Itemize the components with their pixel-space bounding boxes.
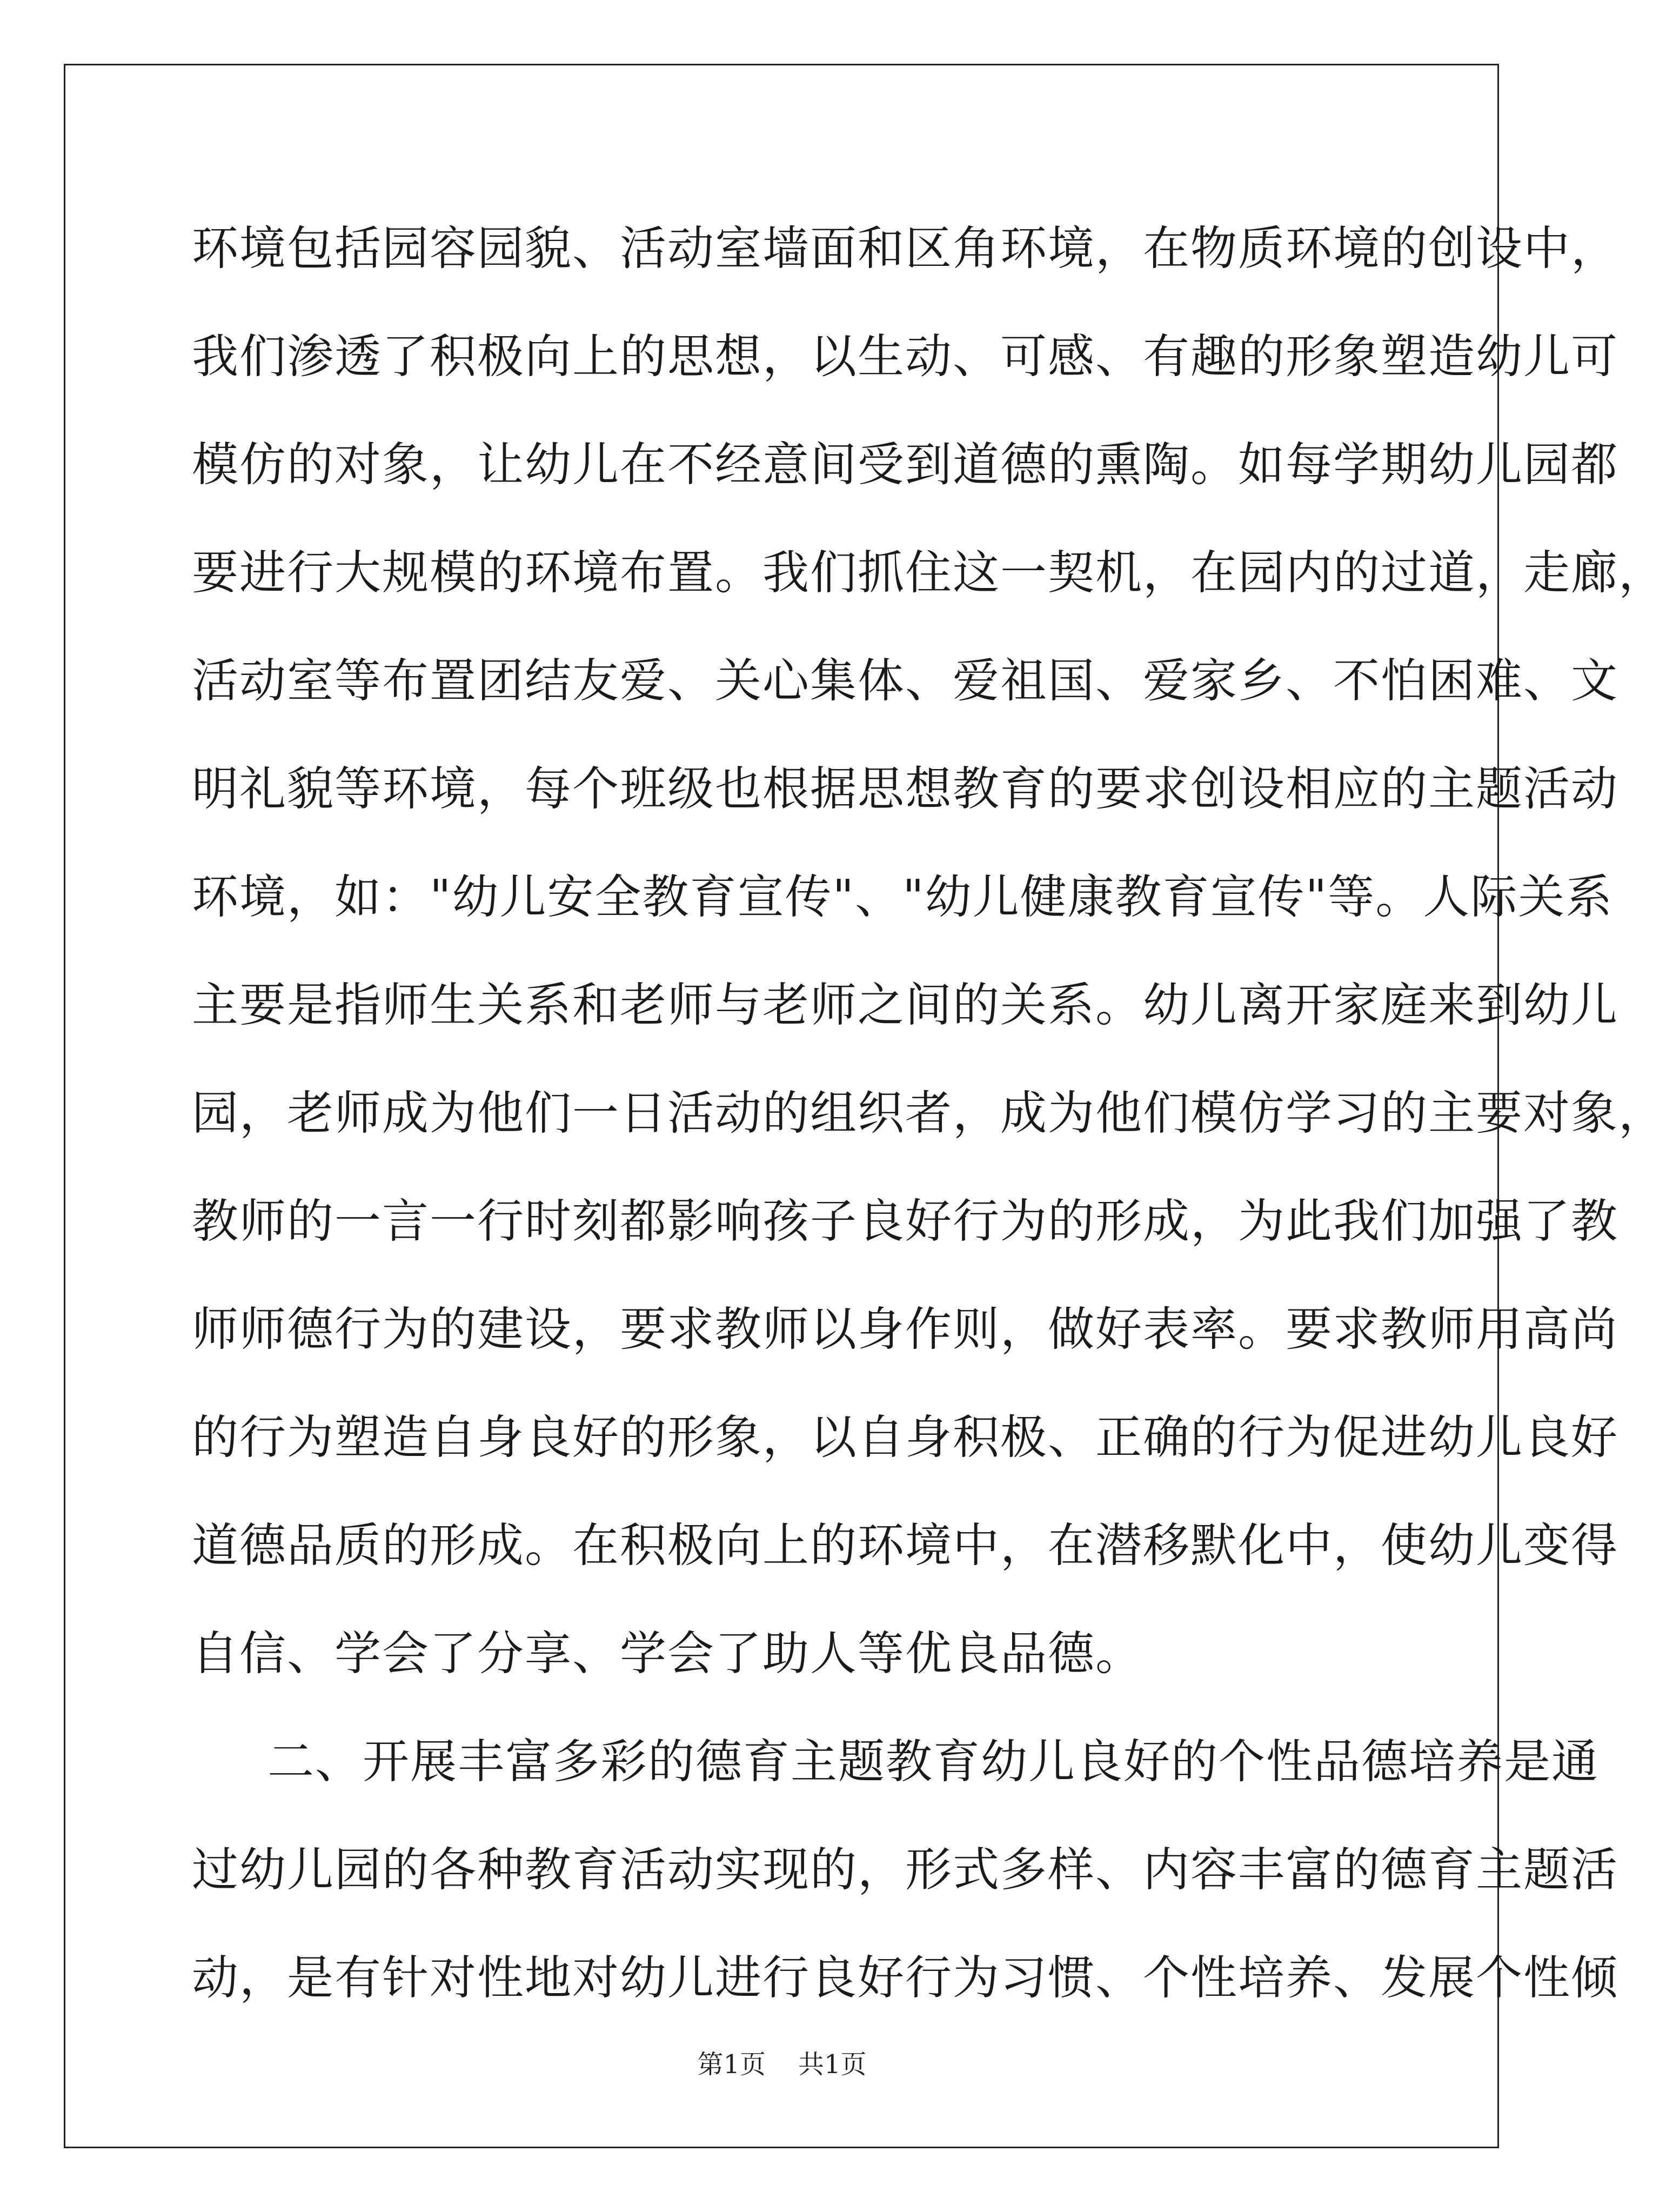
page-total: 共1页 (798, 2049, 867, 2080)
text-line: 教师的一言一行时刻都影响孩子良好行为的形成，为此我们加强了教 (192, 1194, 1618, 1248)
text-line: 环境包括园容园貌、活动室墙面和区角环境，在物质环境的创设中， (192, 222, 1618, 276)
text-line: 动，是有针对性地对幼儿进行良好行为习惯、个性培养、发展个性倾 (192, 1951, 1618, 2005)
text-line: 模仿的对象，让幼儿在不经意间受到道德的熏陶。如每学期幼儿园都 (192, 438, 1618, 492)
text-line: 明礼貌等环境，每个班级也根据思想教育的要求创设相应的主题活动 (192, 762, 1618, 816)
text-line: 我们渗透了积极向上的思想，以生动、可感、有趣的形象塑造幼儿可 (192, 330, 1618, 384)
page-number: 第1页 (697, 2049, 766, 2080)
text-line: 过幼儿园的各种教育活动实现的，形式多样、内容丰富的德育主题活 (192, 1843, 1618, 1897)
section-heading-line: 二、开展丰富多彩的德育主题教育幼儿良好的个性品德培养是通 (267, 1735, 1599, 1789)
document-body (192, 195, 1666, 2032)
text-line: 环境，如："幼儿安全教育宣传"、"幼儿健康教育宣传"等。人际关系 (192, 870, 1614, 924)
text-line: 活动室等布置团结友爱、关心集体、爱祖国、爱家乡、不怕困难、文 (192, 654, 1618, 708)
text-line: 师师德行为的建设，要求教师以身作则，做好表率。要求教师用高尚 (192, 1302, 1618, 1356)
text-line: 园，老师成为他们一日活动的组织者，成为他们模仿学习的主要对象， (192, 1086, 1666, 1140)
paragraph-last-line: 自信、学会了分享、学会了助人等优良品德。 (192, 1627, 1143, 1681)
text-line: 主要是指师生关系和老师与老师之间的关系。幼儿离开家庭来到幼儿 (192, 978, 1618, 1032)
page-footer (0, 2048, 1564, 2081)
text-line: 要进行大规模的环境布置。我们抓住这一契机，在园内的过道，走廊， (192, 546, 1666, 600)
text-line: 道德品质的形成。在积极向上的环境中，在潜移默化中，使幼儿变得 (192, 1519, 1618, 1573)
text-line: 的行为塑造自身良好的形象，以自身积极、正确的行为促进幼儿良好 (192, 1411, 1618, 1465)
